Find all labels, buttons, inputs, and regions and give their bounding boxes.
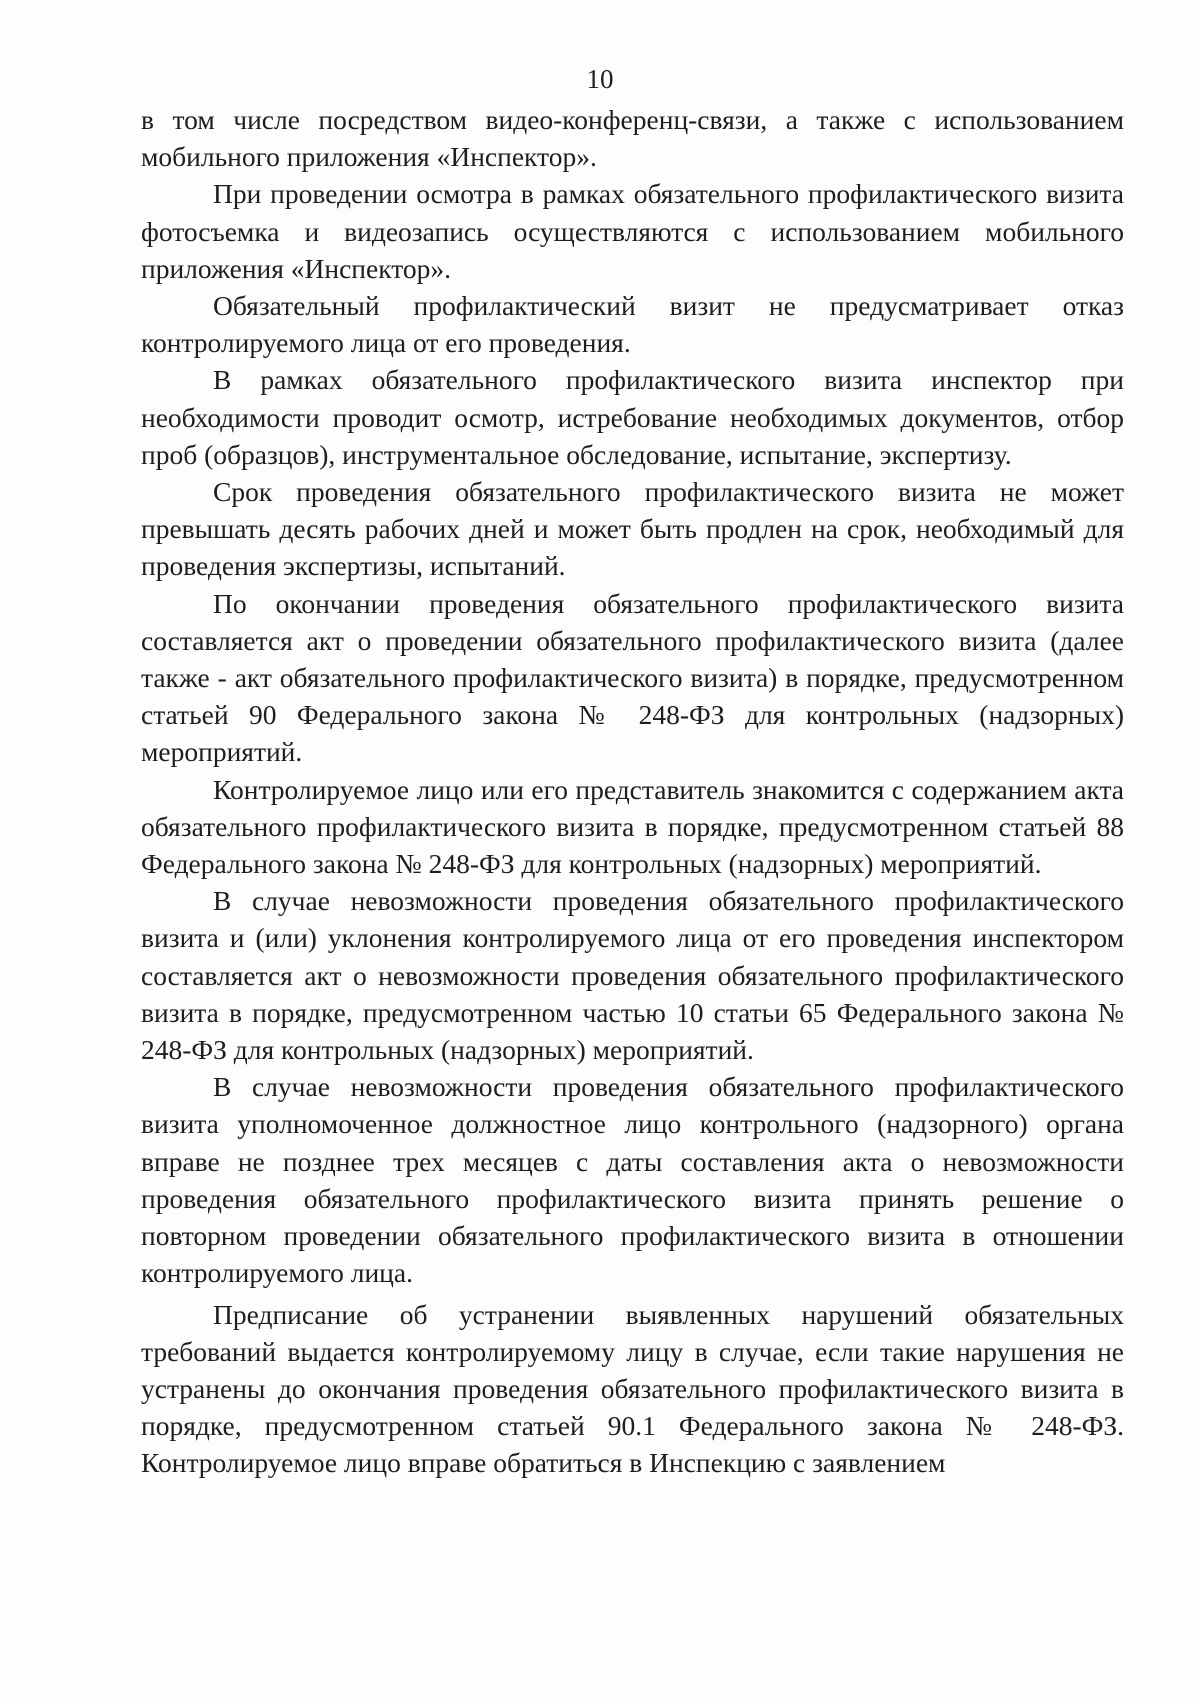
paragraph-continuation: в том числе посредством видео-конференц-связи, а также с использованием мобильного приложения «Инспектор». [141,104,1124,173]
paragraph-no-refusal: Обязательный профилактический визит не предусматривает отказ контролируемого лица от его проведения. [141,290,1124,359]
document-body [141,101,1124,1482]
paragraph-impossibility-act: В случае невозможности проведения обязательного профилактического визита и (или) уклонения контролируемого лица от его проведения инспектором составляется акт о невозможности проведения обязательного профилактического визита в порядке, предусмотренном частью 10 статьи 65 Федерального закона № 248-ФЗ для контрольных (надзорных) мероприятий. [141,885,1124,1066]
paragraph-prescription: Предписание об устранении выявленных нарушений обязательных требований выдается контролируемому лицу в случае, если такие нарушения не устранены до окончания проведения обязательного профилактического визита в порядке, предусмотренном статьей 90.1 Федерального закона № 248-ФЗ. Контролируемое лицо вправе обратиться в Инспекцию с заявлением [141,1298,1124,1479]
paragraph-visit-duration: Срок проведения обязательного профилактического визита не может превышать десять рабочих дней и может быть продлен на срок, необходимый для проведения экспертизы, испытаний. [141,476,1124,582]
paragraph-act-familiarization: Контролируемое лицо или его представитель знакомится с содержанием акта обязательного профилактического визита в порядке, предусмотренном статьей 88 Федерального закона № 248-ФЗ для контрольных (надзорных) мероприятий. [141,773,1124,880]
page-number: 10 [586,64,614,94]
paragraph-inspector-actions: В рамках обязательного профилактического визита инспектор при необходимости проводит осмотр, истребование необходимых документов, отбор проб (образцов), инструментальное обследование, испытание, экспертизу. [141,364,1124,470]
paragraph-visit-act: По окончании проведения обязательного профилактического визита составляется акт о проведении обязательного профилактического визита (далее также - акт обязательного профилактического визита) в порядке, предусмотренном статьей 90 Федерального закона № 248-ФЗ для контрольных (надзорных) мероприятий. [141,587,1124,768]
paragraph-inspection-photo-video: При проведении осмотра в рамках обязательного профилактического визита фотосъемка и видеозапись осуществляются с использованием мобильного приложения «Инспектор». [141,178,1124,284]
paragraph-repeat-visit: В случае невозможности проведения обязательного профилактического визита уполномоченное должностное лицо контрольного (надзорного) органа вправе не позднее трех месяцев с даты составления акта о невозможности проведения обязательного профилактического визита принять решение о повторном проведении обязательного профилактического визита в отношении контролируемого лица. [141,1071,1124,1289]
